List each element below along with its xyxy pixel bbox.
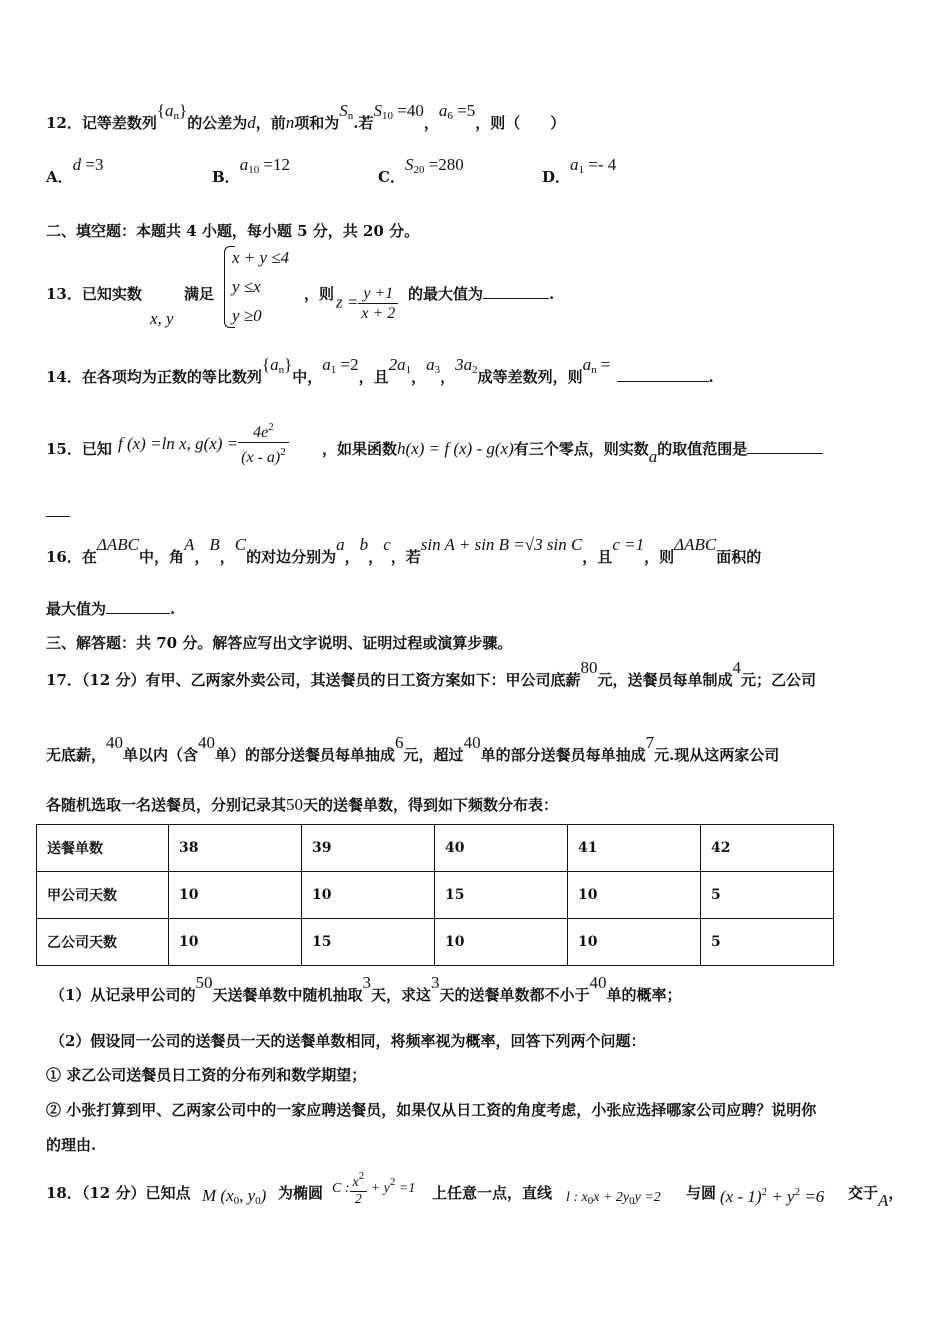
q14-stem: 14．在各项均为正数的等比数列$\{a_n\}$中，$a_1 =2$，且$2a_1$，$a_3$，$3a_2$成等差数列，则$a_n$ =. [46,355,714,386]
q17-line2: 无底薪，40单以内（含40单）的部分送餐员每单抽成6元，超过40单的部分送餐员每单抽成7元.现从这两家公司 [46,733,780,764]
q17-part2-2: ② 小张打算到甲、乙两家公司中的一家应聘送餐员，如果仅从日工资的角度考虑，小张应选择哪家公司应聘？说明你 [46,1101,817,1119]
frequency-table [36,824,834,966]
q13-vars: x, y [150,309,174,328]
table-row [37,872,834,919]
table-cell: 10 [434,919,567,966]
q17-line3: 各随机选取一名送餐员，分别记录其50天的送餐单数，得到如下频数分布表： [46,795,559,814]
q17-part1: （1）从记录甲公司的50天送餐单数中随机抽取3天，求这3天的送餐单数都不小于40单的概率； [50,973,682,1004]
table-cell: 10 [567,919,700,966]
q17-part2-2-cont: 的理由. [46,1136,97,1154]
q15-functions: f (x) =ln x, g(x) = $\frac{4e^2}{(x - a)^2}$ [118,418,289,467]
table-cell: 乙公司天数 [37,919,169,966]
q13-ineq-3: y ≥0 [232,306,262,325]
q13-answer-blank[interactable] [483,284,549,299]
q12-option-a[interactable]: A．d =3 [46,155,104,186]
table-cell: 42 [700,825,833,872]
q17-part2-1: ① 求乙公司送餐员日工资的分布列和数学期望； [46,1066,367,1084]
q13-z-expression: z = $\frac{y +1}{x + 2}$ [336,284,398,323]
table-cell: 38 [168,825,301,872]
q13-t1: 满足 [184,285,215,303]
q15-rest: ，如果函数h(x) = f (x) - g(x)有三个零点，则实数a的取值范围是 [322,438,823,459]
q18-line-l: l : $x_0x + 2y_0y =2$ [566,1190,661,1207]
q13-ineq-1: x + y ≤4 [232,248,290,267]
q12-stem: 12．记等差数列$\{a_n\}$的公差为d，前n项和为$S_n$.若$S_{10} =40$，$a_6 =5$，则（ ） [46,101,566,132]
q14-answer-blank[interactable] [617,367,709,382]
q17-part2: （2）假设同一公司的送餐员一天的送餐单数相同，将频率视为概率，回答下列两个问题： [50,1032,646,1050]
table-cell: 10 [567,872,700,919]
q16-answer-blank[interactable] [106,599,170,614]
q18-t3: 与圆 [686,1184,717,1202]
q12-option-b[interactable]: B．$a_{10} =12$ [212,155,291,186]
table-header-row [37,825,834,872]
q16-stem: 16．在ΔABC中，角A，B，C的对边分别为a，b，c，若sin A + sin B =√3 sin C，且c =1，则ΔABC面积的 [46,535,762,566]
q18-t4: 交于A， [848,1184,904,1210]
table-cell: 5 [700,872,833,919]
q18-fraction: $\frac{x^2}{2}$ [350,1168,368,1208]
table-cell: 40 [434,825,567,872]
q16-line2: 最大值为 . [46,600,176,618]
q13-t3: 的最大值为 . [408,285,555,303]
table-cell: 15 [434,872,567,919]
table-cell: 甲公司天数 [37,872,169,919]
q12-option-d[interactable]: D．$a_1 =- 4$ [542,155,617,186]
table-row [37,919,834,966]
q15-fraction: $\frac{4e^2}{(x - a)^2}$ [238,418,289,467]
q18-point-m: M ($x_0$, $y_0$) [202,1186,267,1207]
q17-line1: 17．（12 分）有甲、乙两家外卖公司，其送餐员的日工资方案如下：甲公司底薪80元，送餐员每单制成4元；乙公司 [46,658,817,689]
q15-label: 15．已知 [46,440,112,458]
q13-fraction: $\frac{y +1}{x + 2}$ [358,284,398,323]
q18-t2: 上任意一点，直线 [432,1184,553,1202]
q15-answer-blank-continued [46,508,70,517]
q18-t1: 为椭圆 [278,1184,324,1202]
sequence-braces: $\{a_n\}$ [156,101,188,122]
q13-t2: ，则 [304,285,335,303]
table-cell: 10 [168,872,301,919]
q15-answer-blank[interactable] [747,439,823,454]
table-cell: 15 [301,919,434,966]
table-cell: 39 [301,825,434,872]
q18-ellipse: C : $\frac{x^2}{2}$ + $y^2 =1$ [332,1170,416,1207]
section-solution-heading: 三、解答题：共 70 分。解答应写出文字说明、证明过程或演算步骤。 [46,634,513,652]
table-cell: 10 [168,919,301,966]
q18-circle: $(x - 1)^2 + y^2 =6$ [720,1186,825,1206]
q13-label: 13．已知实数 [46,285,142,303]
q12-option-c[interactable]: C．$S_{20} =280$ [378,155,464,186]
table-cell: 41 [567,825,700,872]
section-fill-in-heading: 二、填空题：本题共 4 小题，每小题 5 分，共 20 分。 [46,222,420,240]
q18-label: 18．（12 分）已知点 [46,1184,191,1202]
table-cell: 5 [700,919,833,966]
table-cell: 送餐单数 [37,825,169,872]
q13-ineq-2: y ≤x [232,277,261,296]
table-cell: 10 [301,872,434,919]
